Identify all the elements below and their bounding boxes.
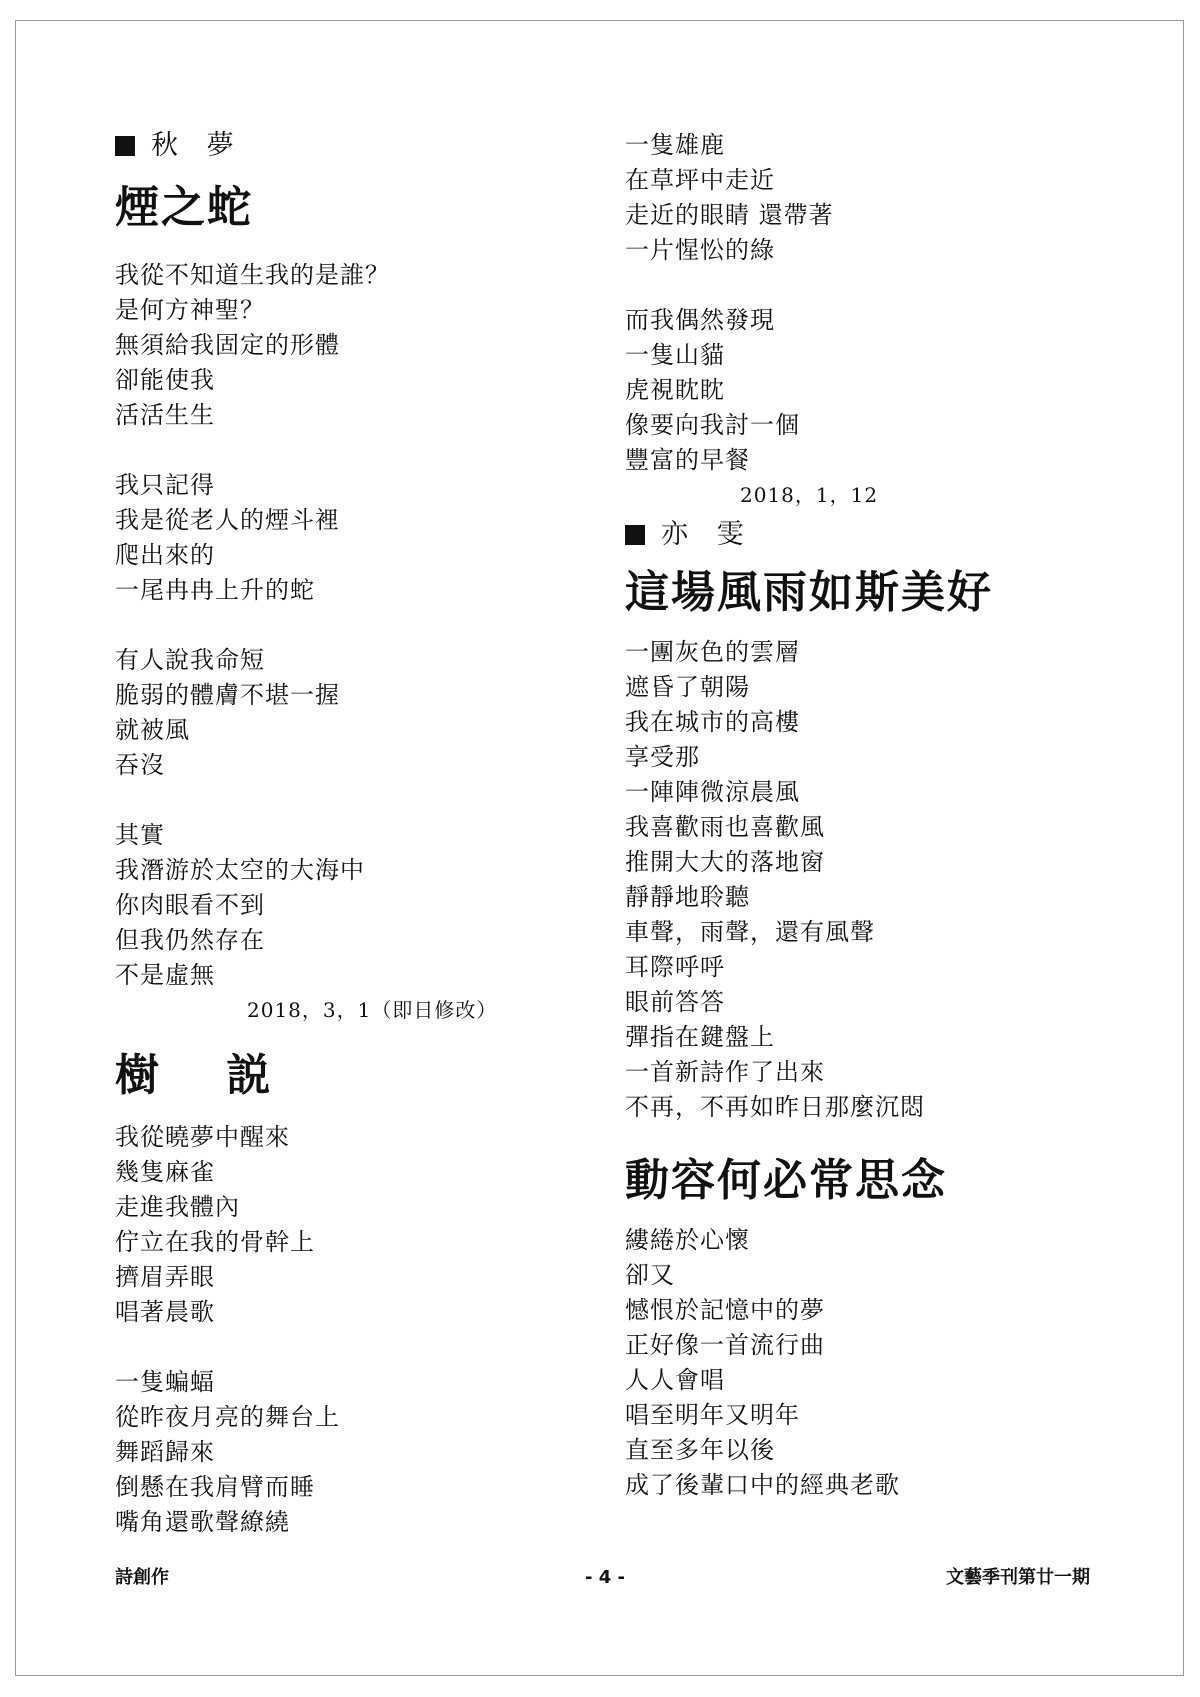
left-column: [115, 128, 615, 1540]
poem-line: 我從曉夢中醒來: [115, 1123, 290, 1151]
poem-line: 走進我體內: [115, 1193, 240, 1221]
poem-line: 卻又: [625, 1261, 675, 1289]
poem-line: 而我偶然發現: [625, 306, 775, 334]
poem-date: 2018，3，1（即日修改）: [247, 998, 498, 1022]
footer-page-number: - 4 -: [585, 1567, 625, 1588]
poem-line: 我喜歡雨也喜歡風: [625, 813, 825, 841]
poem-line: 享受那: [625, 743, 700, 771]
poem-line: 虎視眈眈: [625, 376, 725, 404]
footer-publication: 文藝季刊第廿一期: [946, 1567, 1090, 1588]
poem-line: 但我仍然存在: [115, 926, 265, 954]
poem-line: 唱著晨歌: [115, 1298, 215, 1326]
poem-line: 彈指在鍵盤上: [625, 1023, 775, 1051]
poem-line: 推開大大的落地窗: [625, 848, 825, 876]
poem-line: 不是虛無: [115, 961, 215, 989]
poem-line: 一團灰色的雲層: [625, 638, 800, 666]
poem-line: 擠眉弄眼: [115, 1263, 215, 1291]
poem-line: 一隻山貓: [625, 341, 725, 369]
poem-title: 煙之蛇: [115, 182, 253, 233]
poem-line: 有人說我命短: [115, 646, 265, 674]
poem-line: 遮昏了朝陽: [625, 673, 750, 701]
poem-line: 眼前答答: [625, 988, 725, 1016]
poem-date: 2018，1，12: [740, 483, 879, 507]
poem-line: 直至多年以後: [625, 1436, 775, 1464]
poem-line: 走近的眼睛 還帶著: [625, 201, 834, 229]
author-name: 亦 雯: [661, 519, 754, 550]
stanza-break: [115, 1330, 615, 1365]
poem-title: 樹 説: [115, 1050, 297, 1101]
poem-title: 這場風雨如斯美好: [625, 567, 993, 618]
poem-body: [625, 635, 1145, 1125]
poem-line: 倒懸在我肩臂而睡: [115, 1473, 315, 1501]
poem-line: 不再，不再如昨日那麼沉悶: [625, 1093, 925, 1121]
poem-line: 豐富的早餐: [625, 446, 750, 474]
poem-line: 幾隻麻雀: [115, 1158, 215, 1186]
stanza-break: [115, 433, 615, 468]
square-bullet-icon: [625, 525, 645, 545]
poem-line: 人人會唱: [625, 1366, 725, 1394]
poem-line: 佇立在我的骨幹上: [115, 1228, 315, 1256]
poem-line: 舞蹈歸來: [115, 1438, 215, 1466]
poem-line: 唱至明年又明年: [625, 1401, 800, 1429]
poem-body: [115, 258, 615, 993]
poem-line: 從昨夜月亮的舞台上: [115, 1403, 340, 1431]
poem-line: 其實: [115, 821, 165, 849]
poem-line: 靜靜地聆聽: [625, 883, 750, 911]
poem-line: 一陣陣微涼晨風: [625, 778, 800, 806]
poem-line: 吞沒: [115, 751, 165, 779]
poem-line: 是何方神聖？: [115, 296, 265, 324]
poem-line: 我在城市的高樓: [625, 708, 800, 736]
poem-line: 爬出來的: [115, 541, 215, 569]
poem-body-continued: [625, 128, 1145, 478]
poem-line: 在草坪中走近: [625, 166, 775, 194]
stanza-break: [115, 608, 615, 643]
poem-line: 活活生生: [115, 401, 215, 429]
poem-line: 嘴角還歌聲繚繞: [115, 1508, 290, 1536]
poem-line: 無須給我固定的形體: [115, 331, 340, 359]
author-heading: [625, 517, 1145, 553]
poem-line: 我從不知道生我的是誰？: [115, 261, 390, 289]
poem-line: 憾恨於記憶中的夢: [625, 1296, 825, 1324]
right-column: [625, 128, 1145, 1503]
poem-line: 耳際呼呼: [625, 953, 725, 981]
poem-line: 一尾冉冉上升的蛇: [115, 576, 315, 604]
poem-line: 一片惺忪的綠: [625, 236, 775, 264]
stanza-break: [625, 268, 1145, 303]
poem-line: 一首新詩作了出來: [625, 1058, 825, 1086]
poem-body: [115, 1120, 615, 1540]
square-bullet-icon: [115, 136, 135, 156]
poem-line: 正好像一首流行曲: [625, 1331, 825, 1359]
poem-line: 我只記得: [115, 471, 215, 499]
poem-body: [625, 1223, 1145, 1503]
poem-line: 一隻雄鹿: [625, 131, 725, 159]
poem-title: 動容何必常思念: [625, 1155, 947, 1206]
author-heading: [115, 128, 615, 164]
poem-line: 像要向我討一個: [625, 411, 800, 439]
poem-line: 車聲，雨聲，還有風聲: [625, 918, 875, 946]
poem-line: 脆弱的體膚不堪一握: [115, 681, 340, 709]
poem-line: 我潛游於太空的大海中: [115, 856, 365, 884]
poem-line: 一隻蝙蝠: [115, 1368, 215, 1396]
author-name: 秋 夢: [151, 130, 244, 161]
poem-line: 縷綣於心懷: [625, 1226, 750, 1254]
poem-line: 就被風: [115, 716, 190, 744]
poem-line: 成了後輩口中的經典老歌: [625, 1471, 900, 1499]
footer-section-label: 詩創作: [115, 1567, 169, 1588]
stanza-break: [115, 783, 615, 818]
poem-line: 你肉眼看不到: [115, 891, 265, 919]
poem-line: 我是從老人的煙斗裡: [115, 506, 340, 534]
poem-line: 卻能使我: [115, 366, 215, 394]
